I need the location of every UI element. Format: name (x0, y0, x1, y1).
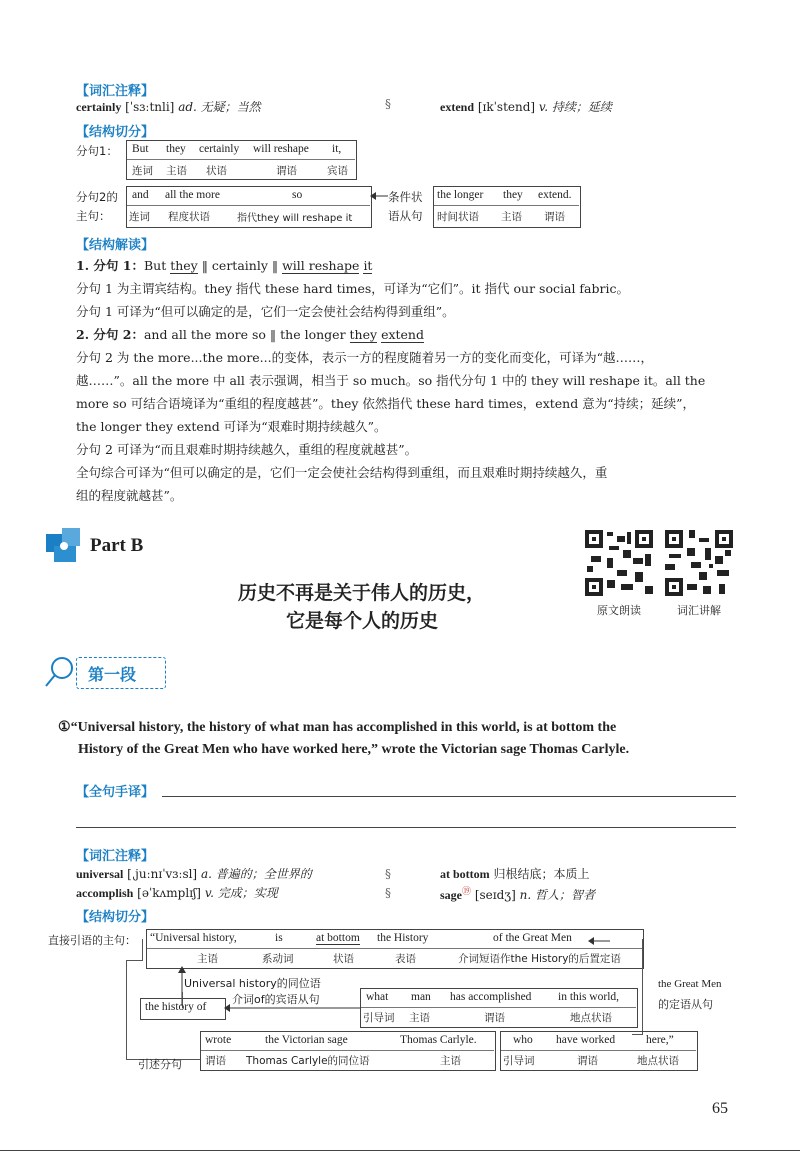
vocab-entry-sage (440, 884, 595, 903)
role: 状语 (206, 165, 227, 177)
relative-clause-label: 的定语从句 (658, 998, 713, 1011)
appositive-label: Universal history的同位语 (184, 977, 321, 990)
arrow-left-icon (370, 190, 388, 202)
connector (126, 960, 143, 961)
bottom-rule (0, 1150, 800, 1151)
clause-label: 分句1： (76, 144, 118, 158)
text: ‖ certainly ‖ (197, 258, 283, 273)
text: will reshape (282, 258, 360, 273)
vocab-phonetic: [əˈkʌmplɪʃ] (137, 886, 201, 900)
sentence-line (58, 717, 629, 739)
word: it, (332, 143, 342, 155)
connector (642, 939, 643, 1035)
role: 谓语 (484, 1012, 505, 1024)
role: 介词短语作the History的后置定语 (458, 953, 621, 965)
divider-icon: § § (385, 867, 391, 900)
text: they (349, 327, 378, 342)
analysis-line: 分句 2 为 the more...the more...的变体，表示一方的程度随着另一方的变化而变化，可译为“越……， (76, 350, 653, 365)
vocab-word: at bottom (440, 867, 490, 881)
role: 系动词 (262, 953, 294, 965)
role: 连词 (132, 165, 153, 177)
role: 主语 (166, 165, 187, 177)
word: and (132, 189, 149, 201)
vocab-definition: n. 哲人；智者 (519, 888, 595, 902)
connector (142, 939, 143, 961)
analysis-line: more so 可结合语境译为“重组的程度越甚”。they 依然指代 these hard times，extend 意为“持续；延续”， (76, 396, 695, 411)
word: the longer (437, 189, 484, 201)
vocab-definition: v. 完成；实现 (204, 886, 278, 900)
word: “Universal history, (150, 932, 237, 944)
role: 表语 (395, 953, 416, 965)
divider (501, 1050, 696, 1051)
vocab-word: accomplish (76, 886, 134, 900)
word: certainly (199, 143, 240, 155)
section-label: 第一段 (88, 665, 137, 684)
qr-code-icon[interactable] (663, 528, 735, 598)
clause-label: 直接引语的主句： (48, 934, 136, 947)
connector (126, 960, 127, 1060)
text: extend (381, 327, 424, 342)
word: who (513, 1034, 533, 1046)
vocab-phonetic: [ˈsɜːtnli] (125, 100, 175, 114)
vocab-definition: 归根结底；本质上 (493, 867, 590, 881)
qr-code-icon[interactable] (583, 528, 655, 598)
frequency-badge: ⑲ (462, 887, 472, 897)
role: 地点状语 (637, 1055, 679, 1067)
part-label: Part B (90, 535, 144, 556)
vocab-header: 【词汇注释】 (76, 849, 155, 864)
word: extend. (538, 189, 572, 201)
vocab-word: certainly (76, 100, 122, 114)
clause-label: 介词of的宾语从句 (232, 993, 320, 1006)
sentence-number: ① (58, 720, 71, 735)
analysis-line (76, 323, 736, 346)
word: have worked (556, 1034, 616, 1046)
vocab-entry-certainly (76, 98, 261, 115)
analysis-line (76, 254, 736, 277)
role: 主语 (409, 1012, 430, 1024)
word (493, 932, 572, 944)
word: will reshape (253, 143, 309, 155)
role: 指代they will reshape it (237, 213, 353, 224)
word: has accomplished (450, 991, 532, 1003)
magnifier-icon (44, 655, 76, 689)
divider (127, 159, 355, 160)
analysis-line: 分句 1 为主谓宾结构。they 指代 these hard times，可译为“它们”。it 指代 our social fabric。 (76, 281, 629, 296)
word: man (411, 991, 431, 1003)
sentence (58, 717, 629, 761)
role: 谓语 (577, 1055, 598, 1067)
vocab-entry-accomplish (76, 884, 278, 901)
word: the history of (145, 1001, 207, 1013)
word: all the more (165, 189, 220, 201)
word: at bottom (316, 932, 360, 944)
text: But (143, 258, 171, 273)
text: of the Great Men (493, 932, 572, 944)
point-title: 1. 分句 1： (76, 258, 144, 273)
word: what (366, 991, 389, 1003)
sentence-line: History of the Great Men who have worked here,” wrote the Victorian sage Thomas Carlyle. (78, 742, 630, 757)
analysis-line: 分句 1 可译为“但可以确定的是，它们一定会使社会结构得到重组”。 (76, 304, 455, 319)
vocab-entry-at-bottom (440, 865, 590, 882)
vocab-phonetic: [ɪkˈstend] (477, 100, 536, 114)
role: 谓语 (276, 165, 297, 177)
structure-header: 【结构切分】 (76, 125, 155, 140)
text: and all the more so ‖ the longer (143, 327, 350, 342)
vocab-word: extend (440, 100, 474, 114)
analysis-line: 全句综合可译为“但可以确定的是，它们一定会使社会结构得到重组，而且艰难时期持续越久，重 (76, 465, 608, 480)
arrow-left-icon (588, 935, 610, 947)
qr-caption: 原文朗读 (597, 604, 641, 617)
word: wrote (205, 1034, 232, 1046)
role: 主语 (440, 1055, 461, 1067)
text: they (170, 258, 198, 273)
clause-label: 引述分句 (138, 1058, 182, 1071)
vocab-entry-universal (76, 865, 312, 882)
role: 地点状语 (570, 1012, 612, 1024)
vocab-word: universal (76, 867, 124, 881)
relative-clause-label: the Great Men (658, 978, 722, 990)
qr-caption: 词汇讲解 (677, 604, 721, 617)
word: Thomas Carlyle. (400, 1034, 477, 1046)
word: they (503, 189, 523, 201)
word: the Victorian sage (265, 1034, 348, 1046)
vocab-phonetic: [ˌjuːnɪˈvɜːsl] (127, 867, 198, 881)
divider-icon: § (385, 97, 391, 111)
clause-label: 语从句 (388, 209, 423, 223)
divider (434, 205, 579, 206)
translate-line[interactable] (76, 827, 736, 828)
role: 主语 (197, 953, 218, 965)
page-number: 65 (712, 1100, 728, 1117)
role: 宾语 (327, 165, 348, 177)
text: it (363, 258, 373, 273)
vocab-phonetic: [seɪdʒ] (474, 888, 516, 902)
analysis-line: 分句 2 可译为“而且艰难时期持续越久，重组的程度就越甚”。 (76, 442, 418, 457)
translate-line[interactable] (162, 796, 736, 797)
vocab-definition: v. 持续；延续 (538, 100, 612, 114)
role: 连词 (129, 211, 150, 223)
part-title-line2: 它是每个人的历史 (286, 610, 439, 632)
analysis-line: the longer they extend 可译为“艰难时期持续越久”。 (76, 419, 387, 434)
word: is (275, 932, 283, 944)
analysis-header: 【结构解读】 (76, 238, 155, 253)
vocab-definition: ad. 无疑；当然 (178, 100, 261, 114)
role: 程度状语 (168, 211, 210, 223)
role: 谓语 (205, 1055, 226, 1067)
word: they (166, 143, 186, 155)
clause-label: 分句2的 (76, 190, 118, 204)
divider (361, 1007, 636, 1008)
text: “Universal history, the history of what man has accomplished in this world, is at bottom the (70, 720, 617, 735)
role: 引导词 (363, 1012, 395, 1024)
vocab-entry-extend (440, 98, 612, 115)
divider (127, 205, 370, 206)
vocab-definition: a. 普遍的；全世界的 (200, 867, 312, 881)
vocab-word: sage (440, 888, 462, 902)
clause1-box (126, 140, 357, 180)
vocab-header: 【词汇注释】 (76, 84, 155, 99)
puzzle-icon (44, 526, 84, 566)
analysis-line: 组的程度就越甚”。 (76, 488, 183, 503)
clause-label: 条件状 (388, 190, 423, 204)
role: 时间状语 (437, 211, 479, 223)
role: 引导词 (503, 1055, 535, 1067)
part-title-line1: 历史不再是关于伟人的历史， (238, 582, 486, 604)
divider (201, 1050, 494, 1051)
analysis-line: 越……”。all the more 中 all 表示强调，相当于 so much。so 指代分句 1 中的 they will reshape it。all the (76, 373, 706, 388)
word: here,” (646, 1034, 674, 1046)
translate-label: 【全句手译】 (76, 785, 155, 800)
word: But (132, 143, 149, 155)
divider (147, 948, 642, 949)
analysis-body (76, 254, 736, 507)
role: 状语 (333, 953, 354, 965)
word: in this world, (558, 991, 620, 1003)
role: 主语 (501, 211, 522, 223)
role: 谓语 (544, 211, 565, 223)
structure-header: 【结构切分】 (76, 910, 155, 925)
word: the History (377, 932, 429, 944)
point-title: 2. 分句 2： (76, 327, 144, 342)
role: Thomas Carlyle的同位语 (246, 1055, 370, 1067)
word: so (292, 189, 303, 201)
clause-label: 主句： (76, 209, 111, 223)
